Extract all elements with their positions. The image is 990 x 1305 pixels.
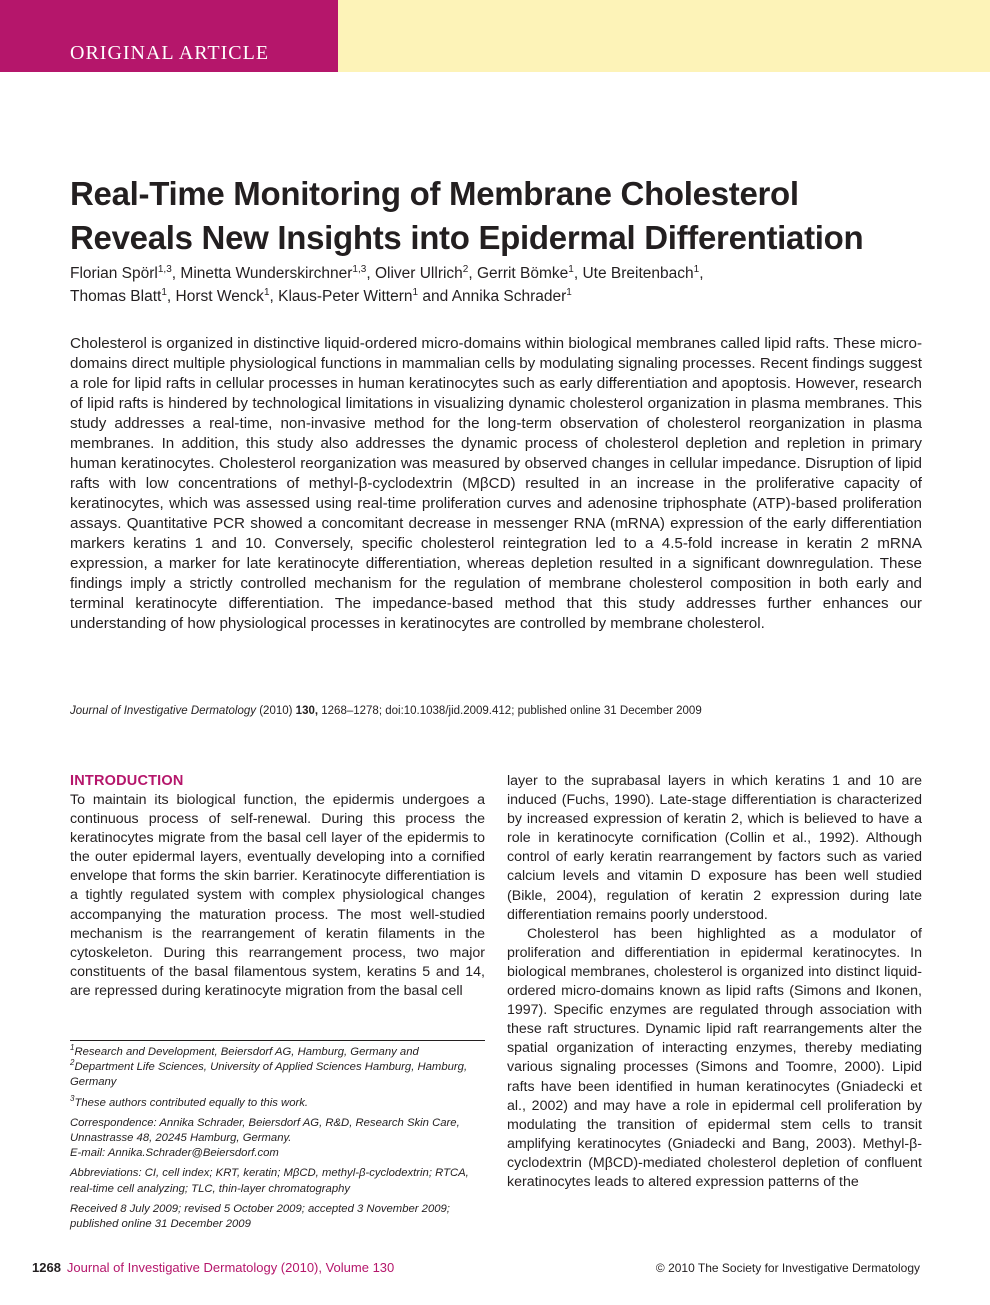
intro-paragraph-1-continued: layer to the suprabasal layers in which keratins 1 and 10 are induced (Fuchs, 1990). Late-stage differentiation is characterized by increased expression of keratin 2, which is believed to have a role in keratinocyte cornification (Collin et al., 1992). Although control of early keratin rearrangement by factors such as varied calcium levels and vitamin D exposure has been well studied (Bikle, 2004), regulation of keratin 2 expression during late differentiation remains poorly understood.	[507, 773, 922, 923]
author-name: Horst Wenck	[175, 288, 264, 305]
section-heading-introduction: INTRODUCTION	[70, 773, 184, 789]
author-list	[70, 262, 930, 308]
article-type-label: ORIGINAL ARTICLE	[70, 42, 270, 64]
citation-line	[70, 702, 930, 720]
author-separator: ,	[171, 265, 181, 282]
author-separator: ,	[573, 265, 583, 282]
citation-journal: Journal of Investigative Dermatology	[70, 705, 257, 717]
author-name: Florian Spörl	[70, 265, 158, 282]
footnote-mark: 2	[70, 1058, 75, 1068]
citation-volume: 130,	[295, 705, 319, 717]
author-name: Minetta Wunderskirchner	[180, 265, 353, 282]
author-affiliation: 1,3	[157, 263, 172, 275]
footnote-received: Received 8 July 2009; revised 5 October 2009; accepted 3 November 2009; published online 31 December 2009	[70, 1202, 450, 1231]
footnote-divider	[70, 1040, 485, 1041]
author-name: Thomas Blatt	[70, 288, 162, 305]
header-band	[338, 0, 990, 72]
author-separator: ,	[166, 288, 176, 305]
title-line-2: Reveals New Insights into Epidermal Differentiation	[70, 219, 864, 256]
right-column	[507, 772, 922, 1192]
correspondence-address: Correspondence: Annika Schrader, Beiersdorf AG, R&D, Research Skin Care, Unnastrasse 48, 20245 Hamburg, Germany.	[70, 1116, 460, 1145]
correspondence-email: E-mail: Annika.Schrader@Beiersdorf.com	[70, 1147, 279, 1160]
author-affiliation: 1	[412, 286, 419, 298]
abstract: Cholesterol is organized in distinctive liquid-ordered micro-domains within biological membranes called lipid rafts. These micro-domains direct multiple physiological functions in mammalian cells by modulating signaling processes. Recent findings suggest a role for lipid rafts in cellular processes in human keratinocytes such as early differentiation and apoptosis. However, research of lipid rafts is hindered by technological limitations in visualizing dynamic cholesterol organization in plasma membranes. This study addresses a real-time, non-invasive method for the long-term observation of cholesterol reorganization in plasma membranes. In addition, this study also addresses the dynamic process of cholesterol depletion and repletion in primary human keratinocytes. Cholesterol reorganization was measured by observed changes in cellular impedance. Disruption of lipid rafts with low concentrations of methyl-β-cyclodextrin (MβCD) resulted in an increase in the proliferative capacity of keratinocytes, which was assessed using real-time proliferation curves and adenosine triphosphate (ATP)-based proliferation assays. Quantitative PCR showed a concomitant decrease in messenger RNA (mRNA) expression of the early differentiation markers keratins 1 and 10. Conversely, specific cholesterol reintegration led to a 4.5-fold increase in keratin 2 mRNA expression, a marker for late keratinocyte differentiation, whereas depletion resulted in a significant downregulation. These findings imply a strictly controlled mechanism for the regulation of membrane cholesterol composition in both early and terminal keratinocyte differentiation. The impedance-based method that this study addresses further enhances our understanding of how physiological processes in keratinocytes are controlled by membrane cholesterol.	[70, 335, 922, 632]
article-title	[70, 172, 950, 260]
title-line-1: Real-Time Monitoring of Membrane Cholesterol	[70, 175, 799, 212]
author-affiliation: 1	[263, 286, 270, 298]
author-affiliation: 1	[161, 286, 167, 298]
citation-year: (2010)	[259, 705, 293, 717]
page-number: 1268	[32, 1260, 61, 1275]
footnotes	[70, 1045, 485, 1237]
author-separator: ,	[269, 288, 279, 305]
author-name: Ute Breitenbach	[582, 265, 694, 282]
affiliation-1: Research and Development, Beiersdorf AG, Hamburg, Germany and	[74, 1046, 419, 1058]
author-name: Gerrit Bömke	[476, 265, 569, 282]
author-separator: ,	[366, 265, 375, 282]
author-separator: and	[418, 288, 452, 305]
left-column	[70, 772, 485, 1001]
footnote-mark: 3	[70, 1093, 75, 1103]
page-footer-left	[32, 1260, 394, 1276]
footnote-correspondence	[70, 1116, 485, 1162]
footer-journal: Journal of Investigative Dermatology (2010), Volume 130	[66, 1260, 395, 1275]
footnote-abbreviations: Abbreviations: CI, cell index; KRT, keratin; MβCD, methyl-β-cyclodextrin; RTCA, real-time cell analyzing; TLC, thin-layer chromatography	[70, 1167, 469, 1195]
author-separator: ,	[699, 265, 704, 282]
author-affiliation: 1	[568, 263, 574, 275]
author-name: Oliver Ullrich	[374, 265, 463, 282]
intro-paragraph-1: To maintain its biological function, the epidermis undergoes a continuous process of self-renewal. During this process the keratinocytes migrate from the basal cell layer of the epidermis to the outer epidermal layers, eventually developing into a cornified envelope that forms the skin barrier. Keratinocyte differentiation is a tightly regulated system with complex physiological changes accompanying the maturation process. The most well-studied mechanism is the rearrangement of keratin filaments in the cytoskeleton. During this rearrangement process, two major constituents of the basal filamentous system, keratins 5 and 14, are repressed during keratinocyte migration from the basal cell	[70, 792, 485, 999]
author-affiliation: 1	[566, 286, 572, 298]
footnote-mark: 1	[70, 1043, 75, 1053]
author-separator: ,	[468, 265, 477, 282]
equal-contribution-note: These authors contributed equally to this work.	[74, 1096, 309, 1109]
author-name: Klaus-Peter Wittern	[278, 288, 413, 305]
citation-details: 1268–1278; doi:10.1038/jid.2009.412; published online 31 December 2009	[321, 705, 702, 717]
author-affiliation: 1	[693, 263, 700, 275]
footnote-equal-contribution	[70, 1093, 485, 1111]
author-affiliation: 1,3	[352, 263, 367, 275]
intro-paragraph-2: Cholesterol has been highlighted as a modulator of proliferation and differentiation in epidermal keratinocytes. In biological membranes, cholesterol is organized into distinct liquid-ordered micro-domains known as lipid rafts (Simons and Ikonen, 1997). Specific enzymes are regulated through association with these raft structures. Dynamic lipid raft rearrangements alter the spatial organization of interacting enzymes, thereby mediating various signaling processes (Simons and Toomre, 2000). Lipid rafts have been identified in human keratinocytes (Gniadecki et al., 2002) and may have a role in epidermal cell proliferation by modulating the transition of epidermal stem cells to transit amplifying keratinocytes (Gniadecki and Bang, 2003). Methyl-β-cyclodextrin (MβCD)-mediated cholesterol depletion of confluent keratinocytes leads to altered expression patterns of the	[507, 925, 922, 1190]
footer-copyright: © 2010 The Society for Investigative Dermatology	[655, 1261, 920, 1275]
author-affiliation: 2	[462, 263, 469, 275]
affiliation-2: Department Life Sciences, University of Applied Sciences Hamburg, Hamburg, Germany	[70, 1061, 468, 1089]
author-name: Annika Schrader	[451, 288, 567, 305]
footnote-affiliations	[70, 1045, 485, 1091]
